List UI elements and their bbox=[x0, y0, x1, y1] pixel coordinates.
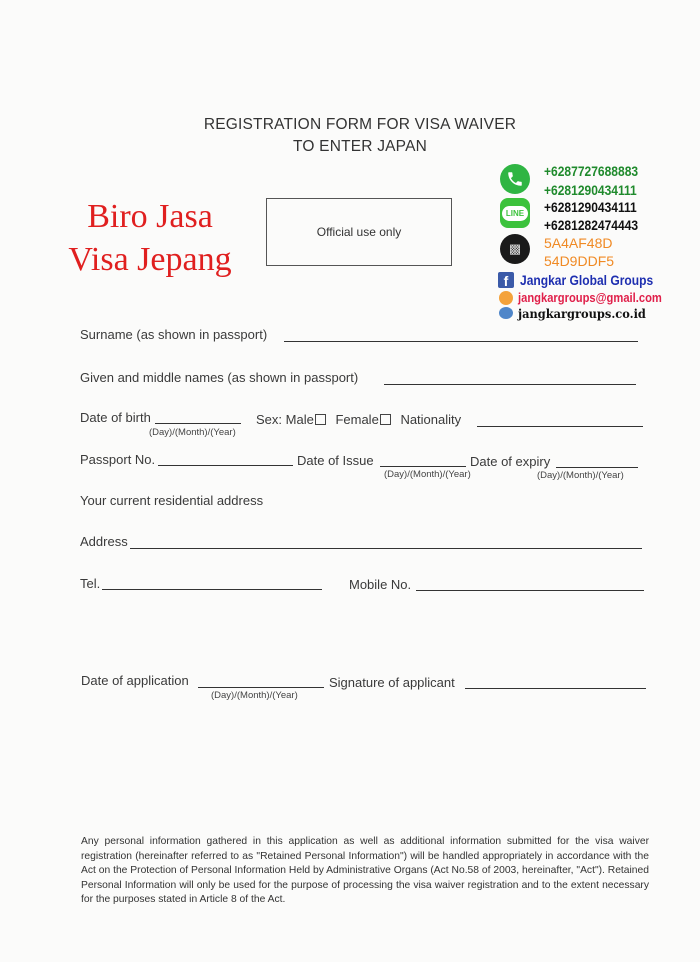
sex-label: Sex: bbox=[256, 412, 283, 427]
website: jangkargroups.co.id bbox=[518, 307, 646, 321]
email-icon bbox=[499, 291, 513, 305]
passport-no-label: Passport No. bbox=[80, 452, 156, 467]
date-expiry-input[interactable] bbox=[556, 467, 638, 468]
dob-label: Date of birth bbox=[80, 410, 151, 425]
facebook-name: Jangkar Global Groups bbox=[520, 272, 654, 288]
mobile-input[interactable] bbox=[416, 590, 644, 591]
nationality-input[interactable] bbox=[477, 426, 643, 427]
female-checkbox[interactable] bbox=[380, 414, 391, 425]
male-label: Male bbox=[285, 412, 314, 427]
surname-input[interactable] bbox=[284, 341, 638, 342]
address-input[interactable] bbox=[130, 548, 642, 549]
privacy-notice: Any personal information gathered in this application as well as additional information submitted for the visa waiver registration (hereinafter referred to as "Retained Personal Information") will be handled appropriately in accordance with the Act on the Protection of Personal Information Held by Administrative Organs (Act No.58 of 2003, hereinafter, "Act"). Retained Personal Information will only be used for the purpose of processing the visa waiver registration and to the extent necessary for the purposes stated in Article 8 of the Act. bbox=[81, 836, 649, 905]
form-title-line2: TO ENTER JAPAN bbox=[293, 138, 427, 155]
address-label: Address bbox=[80, 534, 128, 549]
nationality-label: Nationality bbox=[400, 412, 462, 427]
phone-3: +6281290434111 bbox=[544, 199, 637, 215]
given-names-label: Given and middle names (as shown in passport) bbox=[80, 370, 359, 385]
tel-label: Tel. bbox=[80, 576, 101, 591]
tel-input[interactable] bbox=[102, 589, 322, 590]
date-application-label: Date of application bbox=[81, 673, 189, 688]
email-address: jangkargroups@gmail.com bbox=[518, 290, 662, 305]
bbm-pin-1: 5A4AF48D bbox=[544, 235, 613, 251]
whatsapp-icon bbox=[500, 164, 530, 194]
dob-input[interactable] bbox=[155, 423, 241, 424]
signature-input[interactable] bbox=[465, 688, 646, 689]
line-icon bbox=[500, 198, 530, 228]
phone-2: +6281290434111 bbox=[544, 182, 637, 198]
given-names-input[interactable] bbox=[384, 384, 636, 385]
brand-line2: Visa Jepang bbox=[68, 241, 232, 278]
phone-1: +6287727688883 bbox=[544, 163, 639, 179]
bbm-pin-2: 54D9DDF5 bbox=[544, 253, 615, 269]
globe-icon bbox=[499, 307, 513, 319]
residential-address-label: Your current residential address bbox=[80, 493, 264, 508]
date-issue-label: Date of Issue bbox=[297, 453, 374, 468]
blackberry-icon: ▩ bbox=[500, 234, 530, 264]
phone-4: +6281282474443 bbox=[544, 217, 639, 233]
female-label: Female bbox=[335, 412, 379, 427]
date-expiry-label: Date of expiry bbox=[470, 454, 551, 469]
date-application-input[interactable] bbox=[198, 687, 324, 688]
official-use-label: Official use only bbox=[316, 225, 402, 239]
form-title-line1: REGISTRATION FORM FOR VISA WAIVER bbox=[203, 116, 517, 133]
dob-format: (Day)/(Month)/(Year) bbox=[149, 427, 236, 438]
date-application-format: (Day)/(Month)/(Year) bbox=[211, 690, 298, 701]
facebook-icon: f bbox=[498, 272, 514, 288]
date-expiry-format: (Day)/(Month)/(Year) bbox=[537, 470, 624, 481]
line-icon-label: LINE bbox=[502, 206, 528, 221]
date-issue-format: (Day)/(Month)/(Year) bbox=[384, 469, 471, 480]
date-issue-input[interactable] bbox=[380, 466, 466, 467]
surname-label: Surname (as shown in passport) bbox=[80, 327, 268, 342]
official-use-box bbox=[266, 198, 452, 266]
mobile-label: Mobile No. bbox=[349, 577, 412, 592]
brand-line1: Biro Jasa bbox=[87, 198, 213, 235]
signature-label: Signature of applicant bbox=[329, 675, 455, 690]
passport-no-input[interactable] bbox=[158, 465, 293, 466]
male-checkbox[interactable] bbox=[315, 414, 326, 425]
sex-field bbox=[256, 412, 461, 427]
